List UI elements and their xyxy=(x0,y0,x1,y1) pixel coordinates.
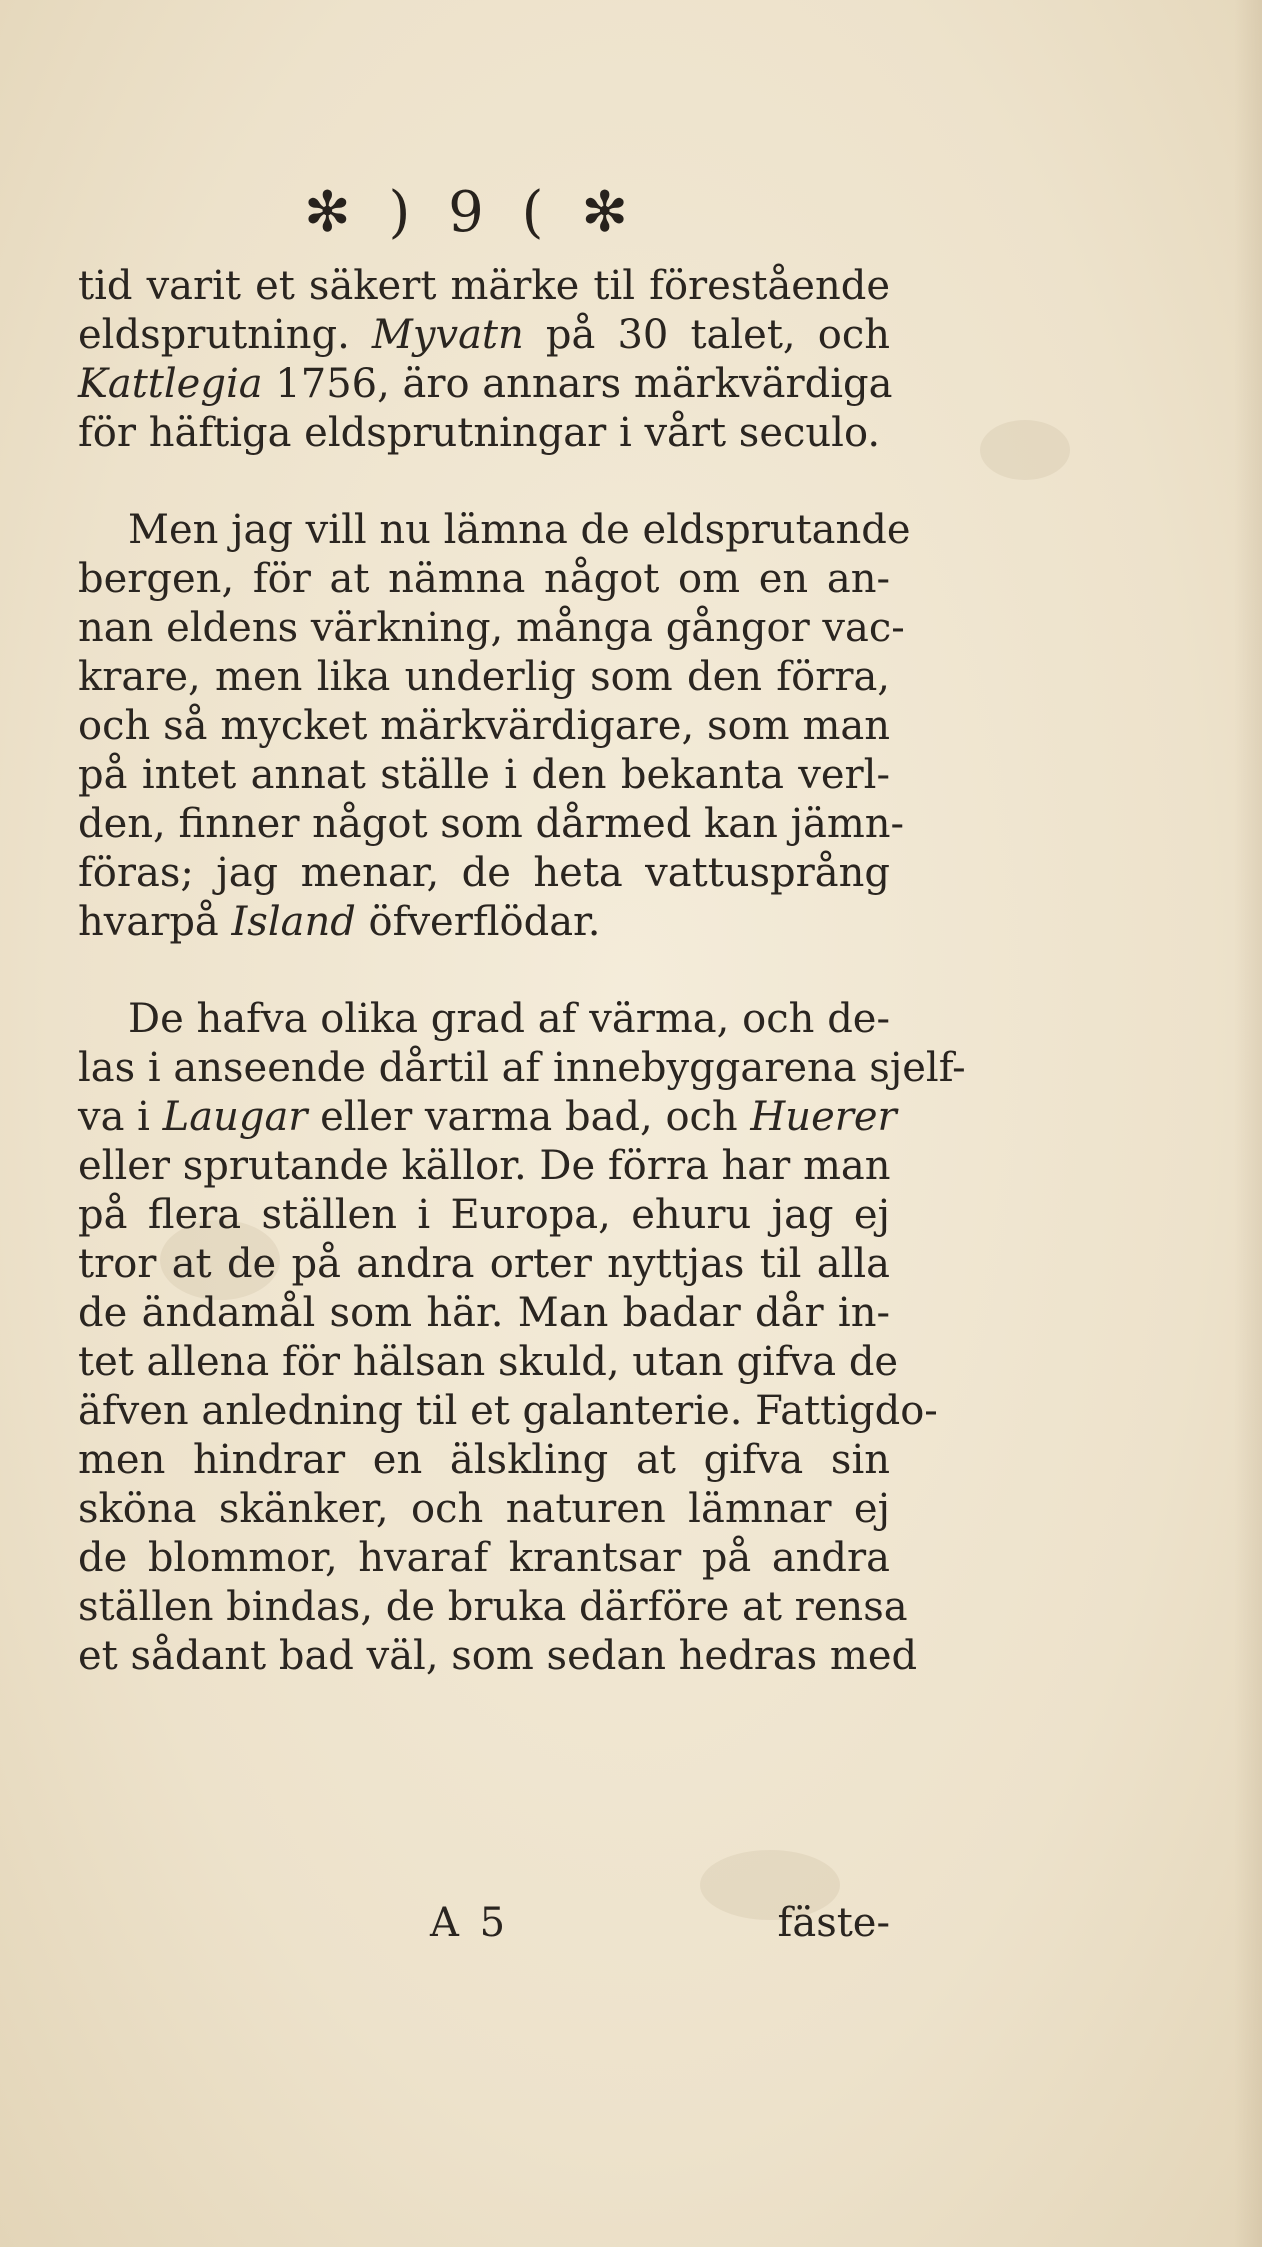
italic-word: Kattlegia xyxy=(78,361,263,407)
text-segment: eldsprutning. xyxy=(78,312,372,358)
text-line xyxy=(78,849,890,898)
text-segment: på 30 talet, och xyxy=(523,312,890,358)
paragraph-gap xyxy=(78,947,890,995)
text-line xyxy=(78,311,890,360)
text-line xyxy=(78,1093,897,1142)
text-segment: Men jag vill nu lämna de eldsprutande xyxy=(128,507,911,553)
text-line xyxy=(78,702,890,751)
page-edge-shadow xyxy=(1234,0,1262,2247)
text-line xyxy=(78,604,905,653)
text-segment: tid varit et säkert märke til förestående xyxy=(78,263,890,309)
text-line xyxy=(78,1387,938,1436)
text-segment: va i xyxy=(78,1094,163,1140)
text-segment: öfverflödar. xyxy=(355,899,601,945)
text-line xyxy=(78,1485,890,1534)
italic-word: Myvatn xyxy=(371,312,524,358)
text-segment: nan eldens värkning, många gångor vac- xyxy=(78,605,905,651)
text-line xyxy=(78,800,905,849)
text-line xyxy=(78,995,890,1044)
text-line xyxy=(78,1436,890,1485)
italic-word: Laugar xyxy=(162,1094,308,1140)
text-line xyxy=(78,1583,908,1632)
paragraph xyxy=(78,995,966,1681)
text-line xyxy=(78,506,911,555)
text-line xyxy=(78,1632,918,1681)
text-segment: hvarpå xyxy=(78,899,232,945)
catchword: fäste- xyxy=(777,1900,890,1946)
text-segment: föras; jag menar, de heta vattusprång xyxy=(78,850,890,896)
page-footer xyxy=(78,1900,890,1960)
text-line xyxy=(78,1044,966,1093)
text-segment: men hindrar en älskling at gifva sin xyxy=(78,1437,890,1483)
text-line xyxy=(78,262,890,311)
text-segment: på intet annat ställe i den bekanta verl- xyxy=(78,752,890,798)
text-segment: ställen bindas, de bruka därföre at rensa xyxy=(78,1584,908,1630)
text-line xyxy=(78,409,890,458)
text-line xyxy=(78,751,890,800)
body-text xyxy=(78,262,966,1681)
text-segment: krare, men lika underlig som den förra, xyxy=(78,654,890,700)
text-segment: de blommor, hvaraf krantsar på andra xyxy=(78,1535,890,1581)
text-segment: de ändamål som här. Man badar dår in- xyxy=(78,1290,890,1336)
text-segment: den, finner något som dårmed kan jämn- xyxy=(78,801,905,847)
text-segment: eller sprutande källor. De förra har man xyxy=(78,1143,891,1189)
text-line xyxy=(78,898,890,947)
text-segment: De hafva olika grad af värma, och de- xyxy=(128,996,890,1042)
text-segment: las i anseende dårtil af innebyggarena sjelf- xyxy=(78,1045,966,1091)
text-segment: bergen, för at nämna något om en an- xyxy=(78,556,890,602)
paragraph-gap xyxy=(78,458,890,506)
paper-stain xyxy=(980,420,1070,480)
text-segment: för häftiga eldsprutningar i vårt seculo. xyxy=(78,410,881,456)
text-line xyxy=(78,1338,899,1387)
text-segment: et sådant bad väl, som sedan hedras med xyxy=(78,1633,918,1679)
text-segment: eller varma bad, och xyxy=(307,1094,751,1140)
text-line xyxy=(78,1191,890,1240)
text-line xyxy=(78,1142,890,1191)
text-segment: tet allena för hälsan skuld, utan gifva de xyxy=(78,1339,899,1385)
italic-word: Island xyxy=(231,899,356,945)
text-line xyxy=(78,1240,890,1289)
paragraph xyxy=(78,506,911,947)
italic-word: Huerer xyxy=(750,1094,897,1140)
text-segment: på flera ställen i Europa, ehuru jag ej xyxy=(78,1192,890,1238)
text-segment: tror at de på andra orter nyttjas til alla xyxy=(78,1241,890,1287)
text-segment: äfven anledning til et galanterie. Fattigdo- xyxy=(78,1388,938,1434)
text-line xyxy=(78,1534,890,1583)
page-header: ✻ ) 9 ( ✻ xyxy=(303,180,639,245)
paragraph xyxy=(78,262,893,458)
text-segment: sköna skänker, och naturen lämnar ej xyxy=(78,1486,890,1532)
text-line xyxy=(78,653,890,702)
text-line xyxy=(78,360,893,409)
signature-mark: A 5 xyxy=(430,1900,510,1946)
text-line xyxy=(78,1289,890,1338)
text-segment: och så mycket märkvärdigare, som man xyxy=(78,703,890,749)
text-segment: 1756, äro annars märkvärdiga xyxy=(262,361,893,407)
text-line xyxy=(78,555,890,604)
